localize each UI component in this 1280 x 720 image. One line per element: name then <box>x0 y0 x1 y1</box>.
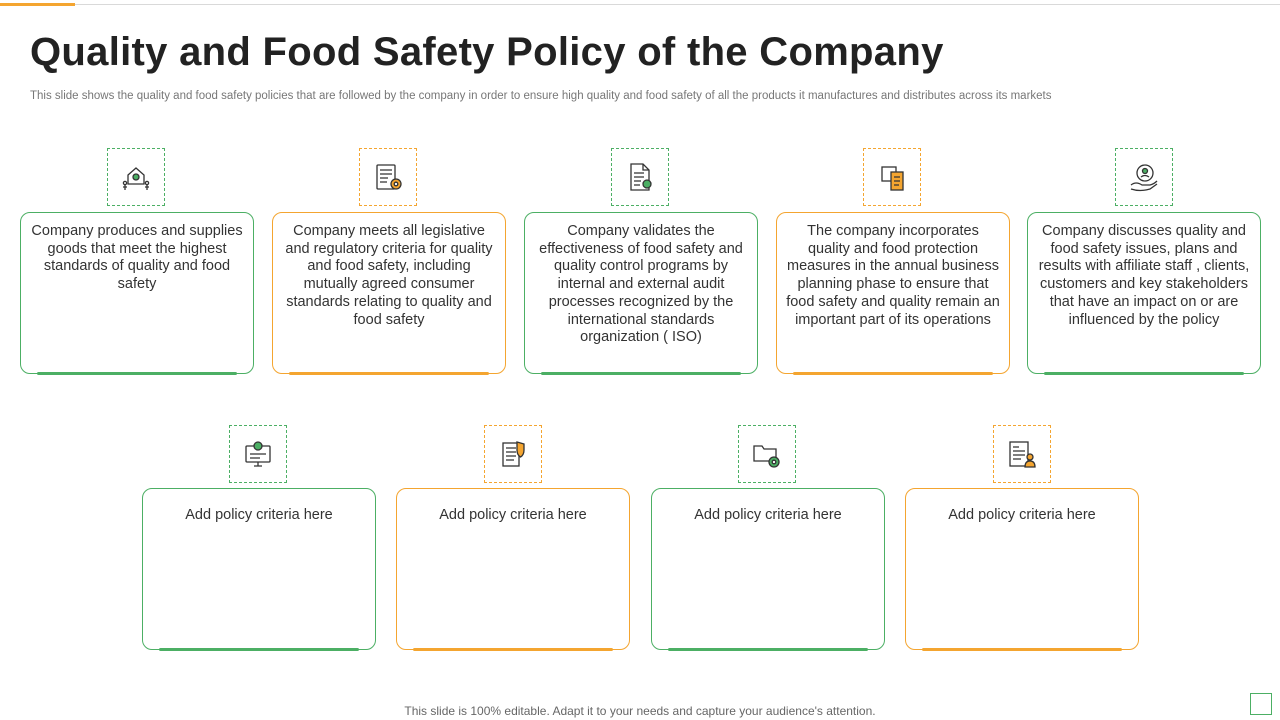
placeholder-card-1-accent <box>159 648 359 651</box>
policy-card-2 <box>272 212 506 374</box>
placeholder-card-3-accent <box>668 648 868 651</box>
document-shield-icon <box>484 425 542 483</box>
policy-card-3 <box>524 212 758 374</box>
computer-finance-icon <box>229 425 287 483</box>
placeholder-card-4-accent <box>922 648 1122 651</box>
policy-card-3-text: Company validates the effectiveness of food safety and quality control programs by internal and external audit processes recognized by the international standards organization ( ISO) <box>539 223 743 346</box>
policy-card-4-text: The company incorporates quality and food protection measures in the annual business planning phase to ensure that food safety and quality remain an important part of its operations <box>786 223 1000 328</box>
corner-square <box>1250 693 1272 715</box>
clipboard-box-icon <box>863 148 921 206</box>
top-accent-bar <box>0 3 75 6</box>
page-title: Quality and Food Safety Policy of the Company <box>30 30 944 74</box>
placeholder-card-2-text[interactable]: Add policy criteria here <box>439 507 587 523</box>
policy-card-4 <box>776 212 1010 374</box>
policy-card-1-accent <box>37 372 237 375</box>
top-divider <box>0 4 1280 5</box>
hand-person-icon <box>1115 148 1173 206</box>
policy-card-5-text: Company discusses quality and food safety issues, plans and results with affiliate staff , clients, customers and key stakeholders that have an impact on or are influenced by the policy <box>1038 223 1250 328</box>
document-check-icon <box>611 148 669 206</box>
home-ecosystem-icon <box>107 148 165 206</box>
policy-card-3-accent <box>541 372 741 375</box>
placeholder-card-3[interactable] <box>651 488 885 650</box>
policy-card-1-text: Company produces and supplies goods that meet the highest standards of quality and food safety <box>31 223 243 293</box>
placeholder-card-3-text[interactable]: Add policy criteria here <box>694 507 842 523</box>
policy-card-1 <box>20 212 254 374</box>
footer-note: This slide is 100% editable. Adapt it to your needs and capture your audience's attention. <box>404 704 876 718</box>
finance-person-icon <box>993 425 1051 483</box>
document-gear-icon <box>359 148 417 206</box>
placeholder-card-4-text[interactable]: Add policy criteria here <box>948 507 1096 523</box>
placeholder-card-2-accent <box>413 648 613 651</box>
policy-card-5 <box>1027 212 1261 374</box>
placeholder-card-1[interactable] <box>142 488 376 650</box>
placeholder-card-1-text[interactable]: Add policy criteria here <box>185 507 333 523</box>
placeholder-card-2[interactable] <box>396 488 630 650</box>
policy-card-2-text: Company meets all legislative and regulatory criteria for quality and food safety, including mutually agreed consumer standards relating to quality and food safety <box>285 223 493 328</box>
placeholder-card-4[interactable] <box>905 488 1139 650</box>
policy-card-2-accent <box>289 372 489 375</box>
policy-card-5-accent <box>1044 372 1244 375</box>
folder-gear-icon <box>738 425 796 483</box>
policy-card-4-accent <box>793 372 993 375</box>
page-subtitle: This slide shows the quality and food safety policies that are followed by the company in order to ensure high quality and food safety of all the products it manufactures and distributes across its markets <box>30 90 1052 102</box>
